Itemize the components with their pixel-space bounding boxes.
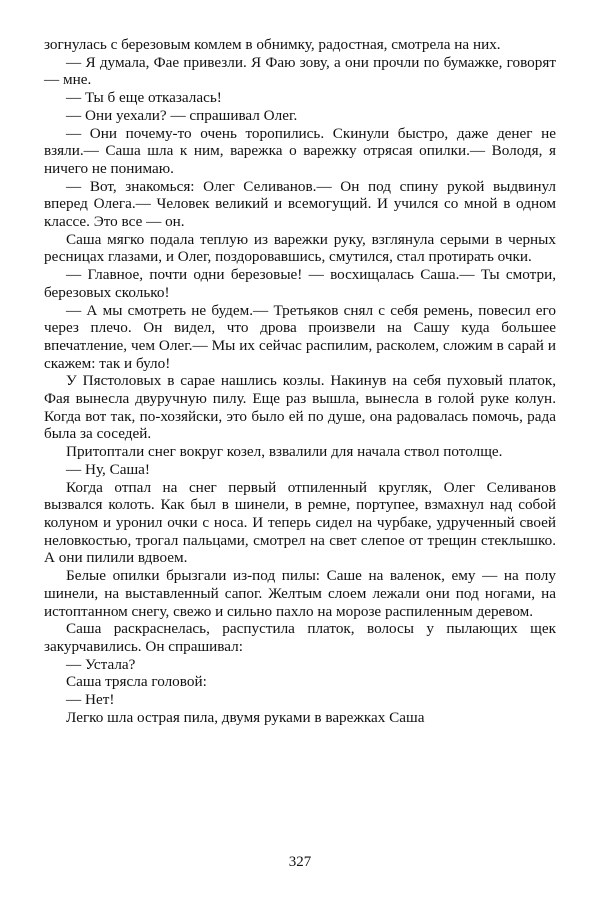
- paragraph-4: — Они уехали? — спрашивал Олег.: [66, 106, 298, 124]
- paragraph-12: — Ну, Саша!: [66, 460, 150, 478]
- paragraph-13: Когда отпал на снег первый отпиленный кругляк, Олег Селиванов вызвался колоть. Как был в шинели, в ремне, портупее, взмахнул над собой колуном и уронил очки с носа. И теперь сидел на чурбаке, удрученный своей неловкостью, трогал пальцами, смотрел на свет слепое от трещин стеклышко. А они пилили вдвоем.: [44, 478, 556, 567]
- page-text: [44, 36, 556, 726]
- paragraph-6: — Вот, знакомься: Олег Селиванов.— Он под спину рукой выдвинул вперед Олега.— Человек великий и всемогущий. И учился со мной в одном классе. Это все — он.: [44, 177, 556, 231]
- paragraph-17: Саша трясла головой:: [66, 673, 207, 691]
- paragraph-18: — Нет!: [66, 691, 115, 709]
- paragraph-16: — Устала?: [66, 655, 136, 673]
- paragraph-15: Саша раскраснелась, распустила платок, волосы у пылающих щек закурчавились. Он спрашивал:: [44, 620, 556, 655]
- paragraph-1: зогнулась с березовым комлем в обнимку, радостная, смотрела на них.: [44, 36, 501, 53]
- page-number: 327: [288, 854, 312, 870]
- paragraph-19: Легко шла острая пила, двумя руками в варежках Саша: [66, 708, 425, 726]
- paragraph-7: Саша мягко подала теплую из варежки руку, взглянула серыми в черных ресницах глазами, и Олег, поздоровавшись, смутился, стал протирать очки.: [44, 230, 556, 266]
- paragraph-5: — Они почему-то очень торопились. Скинули быстро, даже денег не взяли.— Саша шла к ним, варежка о варежку отрясая опилки.— Володя, я ничего не понимаю.: [44, 124, 556, 177]
- paragraph-3: — Ты б еще отказалась!: [66, 89, 222, 107]
- paragraph-8: — Главное, почти одни березовые! — восхищалась Саша.— Ты смотри, березовых сколько!: [44, 266, 556, 301]
- paragraph-14: Белые опилки брызгали из-под пилы: Саше на валенок, ему — на полу шинели, на выставленный сапог. Желтым слоем лежали они под ногами, на истоптанном снегу, свежо и сильно пахло на морозе распиленным деревом.: [44, 567, 556, 620]
- paragraph-9: — А мы смотреть не будем.— Третьяков снял с себя ремень, повесил его через плечо. Он видел, что дрова произвели на Сашу куда большее впечатление, чем Олег.— Мы их сейчас распилим, расколем, сложим в сарай и скажем: так и було!: [44, 301, 556, 372]
- paragraph-10: У Пястоловых в сарае нашлись козлы. Накинув на себя пуховый платок, Фая вынесла двуручную пилу. Еще раз вышла, вынесла в голой руке колун. Когда вот так, по-хозяйски, это было ей по душе, она радовалась помочь, рада была за соседей.: [44, 372, 556, 443]
- paragraph-11: Притоптали снег вокруг козел, взвалили для начала ствол потолще.: [66, 443, 503, 461]
- paragraph-2: — Я думала, Фае привезли. Я Фаю зову, а они прочли по бумажке, говорят — мне.: [44, 53, 556, 89]
